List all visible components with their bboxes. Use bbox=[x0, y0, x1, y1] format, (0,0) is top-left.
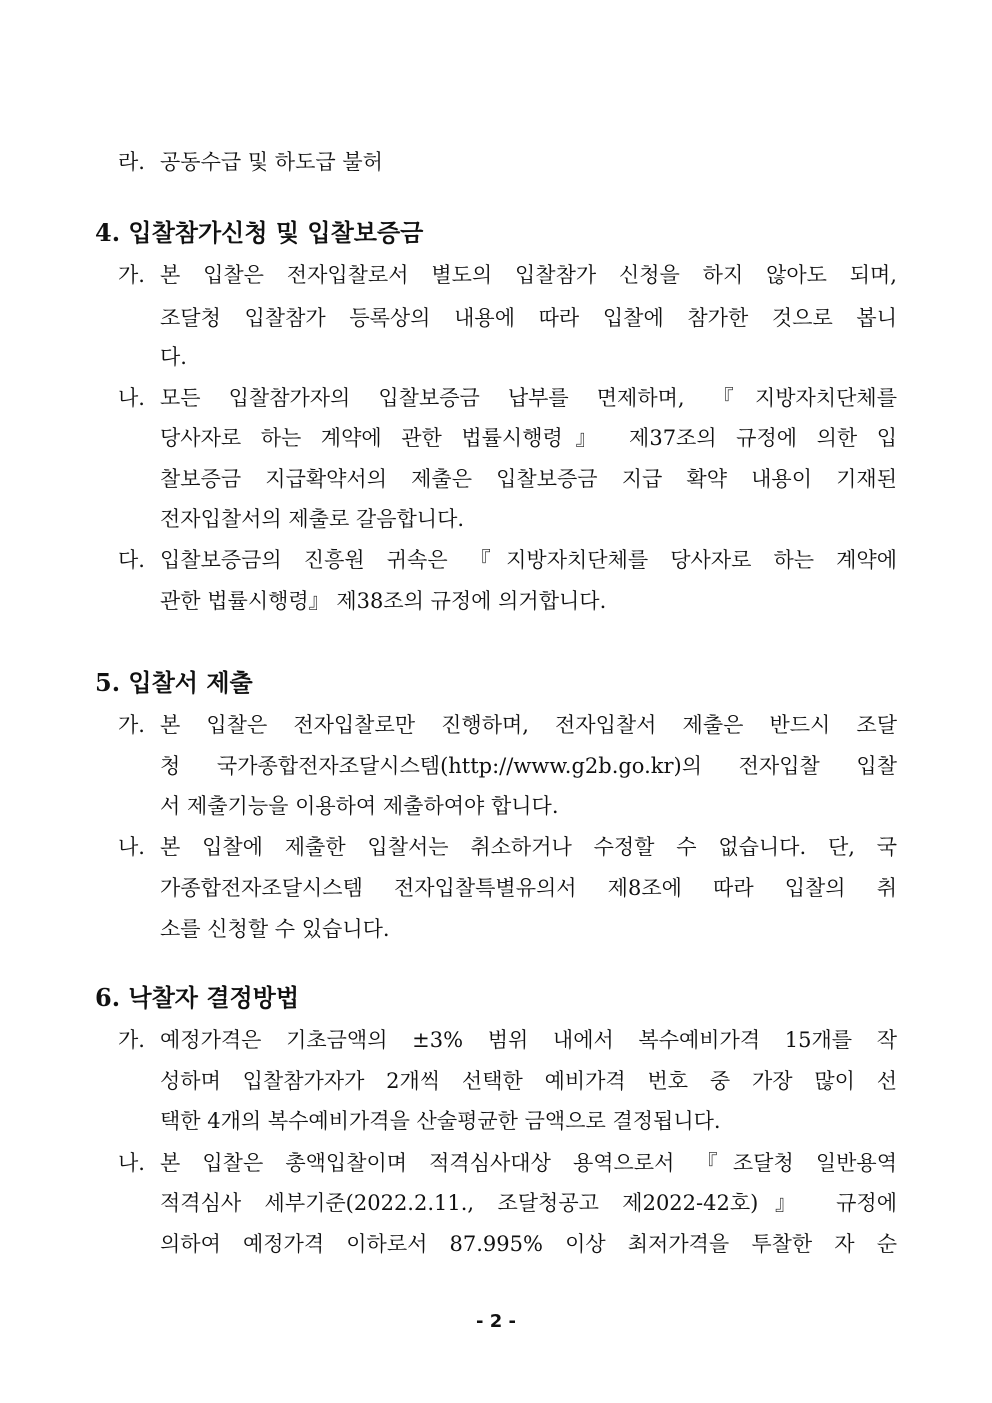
item-marker: 가. bbox=[118, 263, 145, 287]
item-marker: 가. bbox=[118, 713, 145, 737]
paragraph-line: 본 입찰은 총액입찰이며 적격심사대상 용역으로서 『조달청 일반용역 bbox=[160, 1151, 897, 1175]
paragraph-line: 관한 법률시행령』 제38조의 규정에 의거합니다. bbox=[160, 589, 607, 613]
page-number: - 2 - bbox=[476, 1311, 516, 1332]
paragraph-line: 조달청 입찰참가 등록상의 내용에 따라 입찰에 참가한 것으로 봅니 bbox=[160, 306, 897, 330]
item-marker: 나. bbox=[118, 1151, 145, 1175]
paragraph-line: 본 입찰은 전자입찰로서 별도의 입찰참가 신청을 하지 않아도 되며, bbox=[160, 263, 897, 287]
paragraph-line: 입찰보증금의 진흥원 귀속은 『지방자치단체를 당사자로 하는 계약에 bbox=[160, 548, 897, 572]
item-marker: 나. bbox=[118, 835, 145, 859]
paragraph-line: 본 입찰에 제출한 입찰서는 취소하거나 수정할 수 없습니다. 단, 국 bbox=[160, 835, 897, 859]
paragraph-line: 모든 입찰참가자의 입찰보증금 납부를 면제하며, 『지방자치단체를 bbox=[160, 386, 897, 410]
paragraph-line: 적격심사 세부기준(2022.2.11., 조달청공고 제2022-42호)』 규정에 bbox=[160, 1191, 897, 1215]
paragraph-line: 소를 신청할 수 있습니다. bbox=[160, 917, 390, 941]
paragraph-line: 다. bbox=[160, 345, 187, 369]
section-heading: 5. 입찰서 제출 bbox=[95, 668, 253, 697]
paragraph-line: 찰보증금 지급확약서의 제출은 입찰보증금 지급 확약 내용이 기재된 bbox=[160, 467, 897, 491]
section-heading: 6. 낙찰자 결정방법 bbox=[95, 983, 300, 1012]
item-marker: 가. bbox=[118, 1028, 145, 1052]
paragraph-line: 예정가격은 기초금액의 ±3% 범위 내에서 복수예비가격 15개를 작 bbox=[160, 1028, 897, 1052]
paragraph-line: 서 제출기능을 이용하여 제출하여야 합니다. bbox=[160, 794, 559, 818]
paragraph-line: 공동수급 및 하도급 불허 bbox=[160, 150, 383, 174]
paragraph-line: 성하며 입찰참가자가 2개씩 선택한 예비가격 번호 중 가장 많이 선 bbox=[160, 1069, 897, 1093]
paragraph-line: 가종합전자조달시스템 전자입찰특별유의서 제8조에 따라 입찰의 취 bbox=[160, 876, 897, 900]
item-marker: 라. bbox=[118, 150, 145, 174]
item-marker: 다. bbox=[118, 548, 145, 572]
item-marker: 나. bbox=[118, 386, 145, 410]
paragraph-line: 본 입찰은 전자입찰로만 진행하며, 전자입찰서 제출은 반드시 조달 bbox=[160, 713, 897, 737]
paragraph-line: 전자입찰서의 제출로 갈음합니다. bbox=[160, 507, 465, 531]
paragraph-line: 택한 4개의 복수예비가격을 산술평균한 금액으로 결정됩니다. bbox=[160, 1109, 721, 1133]
paragraph-line: 청 국가종합전자조달시스템(http://www.g2b.go.kr)의 전자입찰 입찰 bbox=[160, 754, 897, 778]
paragraph-line: 의하여 예정가격 이하로서 87.995% 이상 최저가격을 투찰한 자 순 bbox=[160, 1232, 897, 1256]
section-heading: 4. 입찰참가신청 및 입찰보증금 bbox=[95, 218, 424, 247]
paragraph-line: 당사자로 하는 계약에 관한 법률시행령』 제37조의 규정에 의한 입 bbox=[160, 426, 897, 450]
